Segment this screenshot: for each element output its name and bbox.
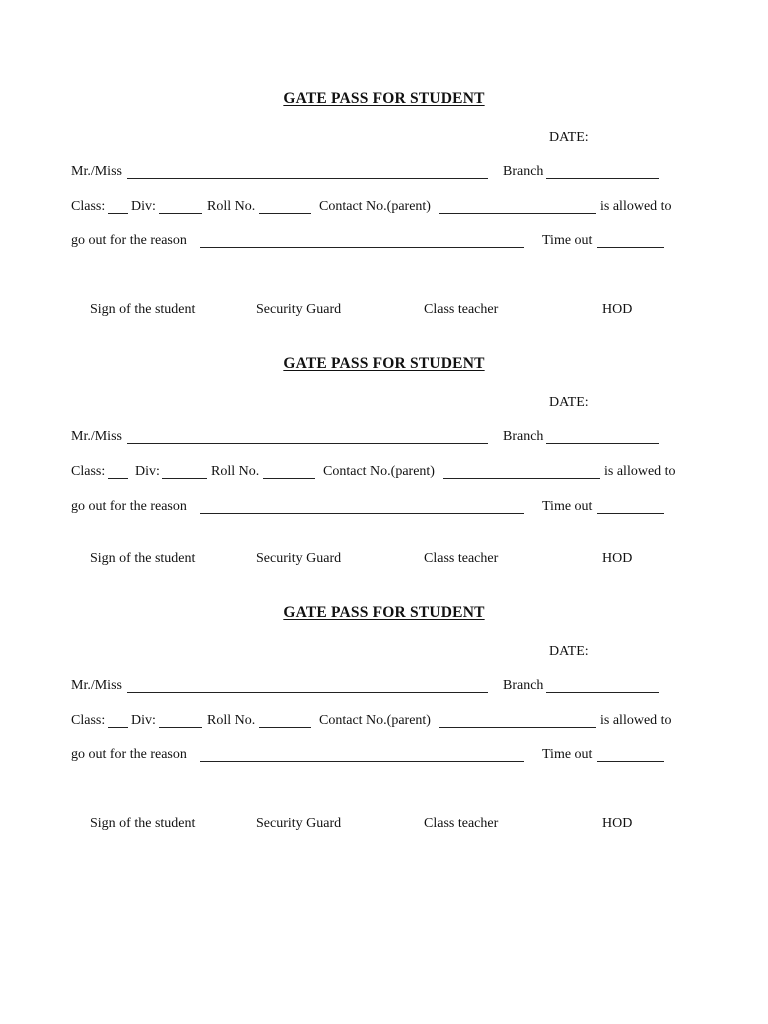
div-blank[interactable] <box>159 213 202 214</box>
contact-blank[interactable] <box>439 727 596 728</box>
signature-student: Sign of the student <box>90 302 196 317</box>
form-title: GATE PASS FOR STUDENT <box>283 604 485 621</box>
reason-blank[interactable] <box>200 247 524 248</box>
name-label: Mr./Miss <box>71 678 122 693</box>
signature-student: Sign of the student <box>90 816 196 831</box>
contact-blank[interactable] <box>443 478 600 479</box>
gate-pass-form <box>0 0 768 317</box>
roll-blank[interactable] <box>259 727 311 728</box>
branch-label: Branch <box>503 429 544 444</box>
div-label: Div: <box>131 713 156 728</box>
contact-label: Contact No.(parent) <box>323 464 435 479</box>
div-label: Div: <box>135 464 160 479</box>
reason-label: go out for the reason <box>71 499 187 514</box>
class-blank[interactable] <box>108 727 128 728</box>
div-blank[interactable] <box>162 478 207 479</box>
form-title: GATE PASS FOR STUDENT <box>283 90 485 107</box>
signature-class-teacher: Class teacher <box>424 816 499 831</box>
signature-security-guard: Security Guard <box>256 551 342 566</box>
branch-label: Branch <box>503 164 544 179</box>
class-label: Class: <box>71 713 106 728</box>
signature-hod: HOD <box>602 551 633 566</box>
name-blank[interactable] <box>127 692 488 693</box>
class-label: Class: <box>71 464 106 479</box>
reason-blank[interactable] <box>200 761 524 762</box>
branch-blank[interactable] <box>546 178 659 179</box>
branch-blank[interactable] <box>546 443 659 444</box>
gate-pass-form <box>0 514 768 831</box>
class-blank[interactable] <box>108 478 128 479</box>
div-label: Div: <box>131 199 156 214</box>
time-out-label: Time out <box>542 499 593 514</box>
name-label: Mr./Miss <box>71 164 122 179</box>
time-out-label: Time out <box>542 747 593 762</box>
allowed-text: is allowed to <box>600 199 672 214</box>
signature-student: Sign of the student <box>90 551 196 566</box>
allowed-text: is allowed to <box>600 713 672 728</box>
class-label: Class: <box>71 199 106 214</box>
signature-class-teacher: Class teacher <box>424 551 499 566</box>
name-blank[interactable] <box>127 178 488 179</box>
roll-label: Roll No. <box>211 464 260 479</box>
branch-blank[interactable] <box>546 692 659 693</box>
signature-security-guard: Security Guard <box>256 816 342 831</box>
branch-label: Branch <box>503 678 544 693</box>
time-out-blank[interactable] <box>597 761 664 762</box>
contact-blank[interactable] <box>439 213 596 214</box>
roll-blank[interactable] <box>259 213 311 214</box>
signature-class-teacher: Class teacher <box>424 302 499 317</box>
name-label: Mr./Miss <box>71 429 122 444</box>
contact-label: Contact No.(parent) <box>319 199 431 214</box>
div-blank[interactable] <box>159 727 202 728</box>
date-label: DATE: <box>549 395 589 410</box>
roll-blank[interactable] <box>263 478 315 479</box>
signature-hod: HOD <box>602 302 633 317</box>
date-label: DATE: <box>549 130 589 145</box>
reason-label: go out for the reason <box>71 747 187 762</box>
signature-security-guard: Security Guard <box>256 302 342 317</box>
reason-label: go out for the reason <box>71 233 187 248</box>
gate-pass-form <box>0 265 768 566</box>
signature-hod: HOD <box>602 816 633 831</box>
roll-label: Roll No. <box>207 713 256 728</box>
time-out-label: Time out <box>542 233 593 248</box>
form-title: GATE PASS FOR STUDENT <box>283 355 485 372</box>
class-blank[interactable] <box>108 213 128 214</box>
date-label: DATE: <box>549 644 589 659</box>
contact-label: Contact No.(parent) <box>319 713 431 728</box>
name-blank[interactable] <box>127 443 488 444</box>
time-out-blank[interactable] <box>597 247 664 248</box>
allowed-text: is allowed to <box>604 464 676 479</box>
roll-label: Roll No. <box>207 199 256 214</box>
